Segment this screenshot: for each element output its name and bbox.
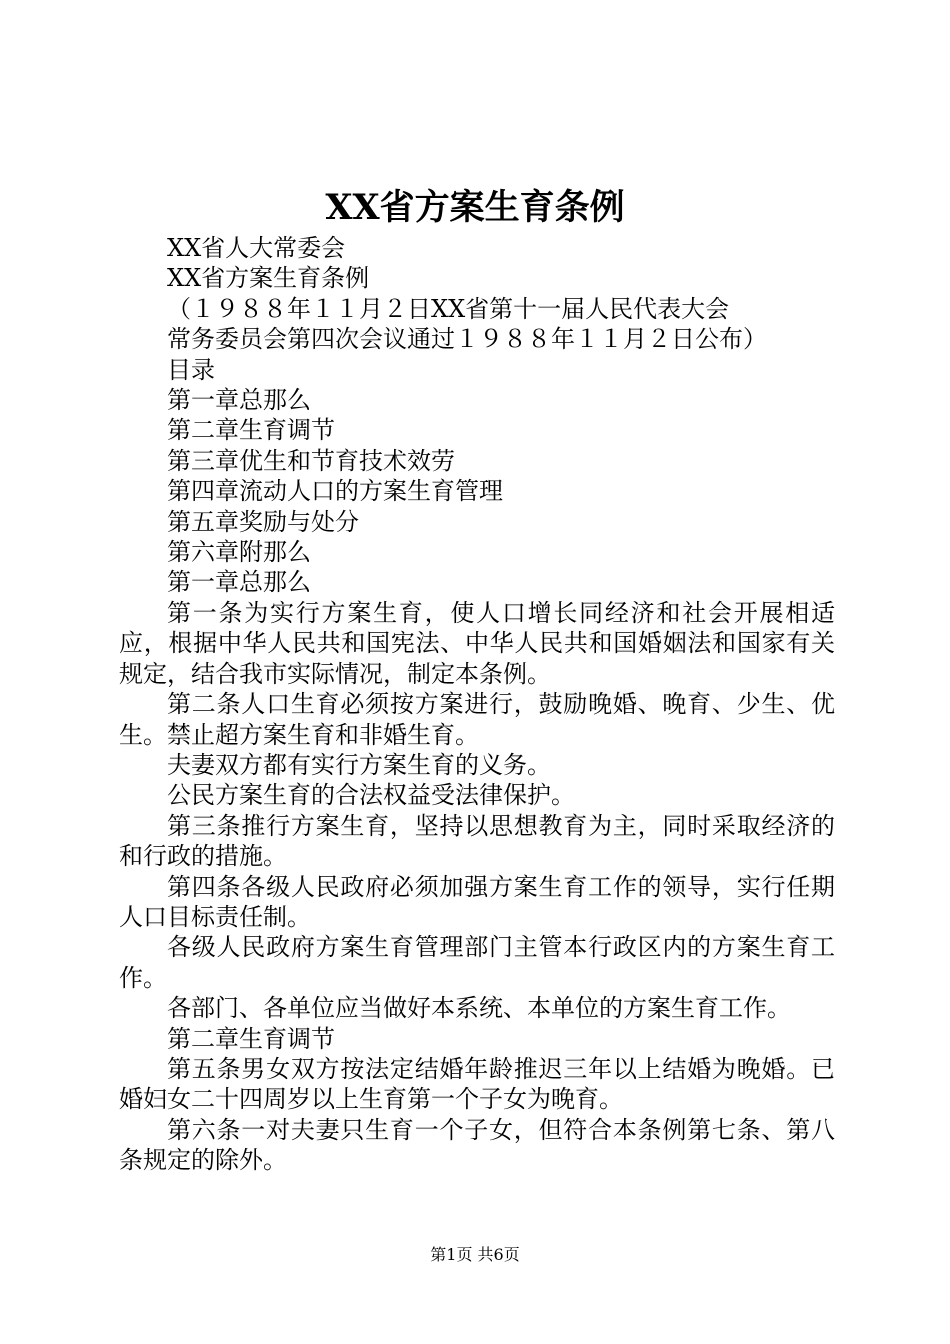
paragraph-19: 各级人民政府方案生育管理部门主管本行政区内的方案生育工作。	[119, 933, 835, 992]
document-title: XX省方案生育条例	[325, 187, 625, 228]
paragraph-23: 第六条一对夫妻只生育一个子女，但符合本条例第七条、第八条规定的除外。	[119, 1115, 835, 1175]
paragraph-15: 夫妻双方都有实行方案生育的义务。	[167, 750, 551, 779]
paragraph-14: 第二条人口生育必须按方案进行，鼓励晚婚、晚育、少生、优生。禁止超方案生育和非婚生育。	[119, 690, 835, 749]
document-body	[119, 233, 835, 1176]
paragraph-11: 第六章附那么	[167, 538, 311, 567]
paragraph-17: 第三条推行方案生育，坚持以思想教育为主，同时采取经济的和行政的措施。	[119, 811, 835, 871]
paragraph-18: 第四条各级人民政府必须加强方案生育工作的领导，实行任期人口目标责任制。	[119, 872, 835, 931]
paragraph-6: 第一章总那么	[167, 386, 311, 415]
paragraph-5: 目录	[167, 355, 215, 384]
paragraph-1: XX省人大常委会	[167, 234, 346, 262]
paragraph-16: 公民方案生育的合法权益受法律保护。	[167, 781, 575, 810]
paragraph-13: 第一条为实行方案生育，使人口增长同经济和社会开展相适应，根据中华人民共和国宪法、中华人民共和国婚姻法和国家有关规定，结合我市实际情况，制定本条例。	[119, 598, 835, 688]
paragraph-9: 第四章流动人口的方案生育管理	[167, 477, 503, 506]
paragraph-12: 第一章总那么	[167, 568, 311, 597]
paragraph-10: 第五章奖励与处分	[167, 507, 359, 536]
paragraph-4: 常务委员会第四次会议通过１９８８年１１月２日公布）	[167, 325, 767, 354]
paragraph-8: 第三章优生和节育技术效劳	[167, 446, 455, 475]
paragraph-21: 第二章生育调节	[167, 1024, 335, 1053]
paragraph-2: XX省方案生育条例	[167, 264, 370, 293]
paragraph-3: （１９８８年１１月２日XX省第十一届人民代表大会	[167, 294, 730, 323]
page-footer: 第1页 共6页	[430, 1245, 520, 1264]
paragraph-7: 第二章生育调节	[167, 416, 335, 445]
paragraph-20: 各部门、各单位应当做好本系统、本单位的方案生育工作。	[167, 994, 791, 1023]
paragraph-22: 第五条男女双方按法定结婚年龄推迟三年以上结婚为晚婚。已婚妇女二十四周岁以上生育第一个子女为晚育。	[119, 1054, 835, 1114]
